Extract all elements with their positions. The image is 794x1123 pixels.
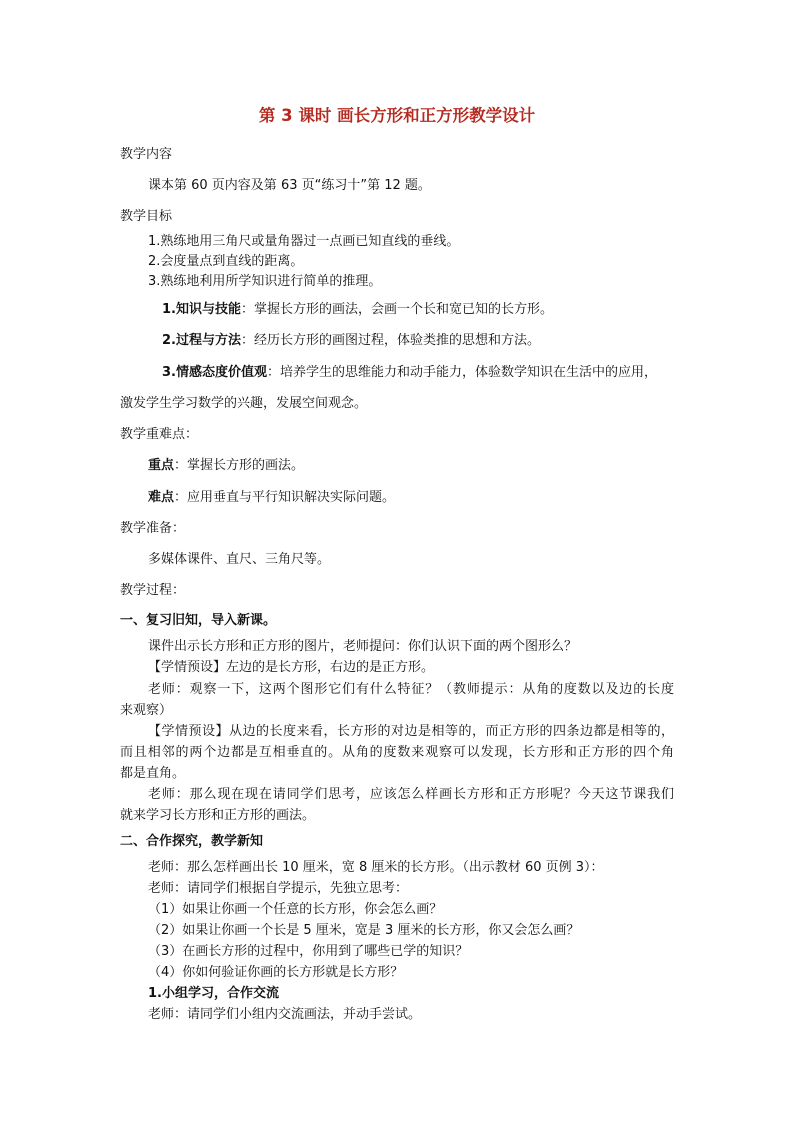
part2-subheading: 1.小组学习，合作交流 xyxy=(148,986,279,1001)
goal-item: 1.熟练地用三角尺或量角器过一点画已知直线的垂线。 xyxy=(148,234,460,249)
part1-line: 【学情预设】从边的长度来看，长方形的对边是相等的，而正方形的四条边都是相等的， xyxy=(148,724,674,739)
part2-line: 老师：请同学们小组内交流画法，并动手尝试。 xyxy=(148,1007,422,1022)
difficulty-label: 难点 xyxy=(148,490,175,505)
content-text: 课本第 60 页内容及第 63 页“练习十”第 12 题。 xyxy=(148,178,431,193)
page-title: 第 3 课时 画长方形和正方形教学设计 xyxy=(258,106,536,125)
part1-line: 老师：那么现在现在请同学们思考，应该怎么样画长方形和正方形呢？今天这节课我们 xyxy=(148,787,674,802)
difficulty-text: ：应用垂直与平行知识解决实际问题。 xyxy=(174,490,396,505)
heading-key: 教学重难点： xyxy=(120,427,199,442)
key-point-label: 重点 xyxy=(148,458,175,473)
goal-item: 2.会度量点到直线的距离。 xyxy=(148,254,304,269)
heading-prep: 教学准备： xyxy=(120,521,186,536)
goal-knowledge xyxy=(162,301,553,319)
heading-goal: 教学目标 xyxy=(120,209,173,224)
part1-line: 就来学习长方形和正方形的画法。 xyxy=(120,808,316,823)
part1-line: 课件出示长方形和正方形的图片，老师提问：你们认识下面的两个图形么？ xyxy=(148,639,578,654)
goal-emotion-text: ：培养学生的思维能力和动手能力，体验数学知识在生活中的应用， xyxy=(266,365,657,380)
heading-process: 教学过程： xyxy=(120,583,186,598)
goal-item: 3.熟练地利用所学知识进行简单的推理。 xyxy=(148,274,382,289)
goal-emotion-cont: 激发学生学习数学的兴趣，发展空间观念。 xyxy=(120,396,368,411)
key-point-text: ：掌握长方形的画法。 xyxy=(174,458,305,473)
part1-line: 老师：观察一下，这两个图形它们有什么特征？（教师提示：从角的度数以及边的长度 xyxy=(148,682,674,697)
part1-heading: 一、复习旧知，导入新课。 xyxy=(120,613,277,628)
goal-process xyxy=(162,332,540,350)
goal-process-text: ：经历长方形的画图过程，体验类推的思想和方法。 xyxy=(240,333,540,348)
key-point xyxy=(148,457,304,475)
part2-line: （1）如果让你画一个任意的长方形，你会怎么画？ xyxy=(148,902,443,917)
heading-content: 教学内容 xyxy=(120,147,173,162)
part1-line: 都是直角。 xyxy=(120,766,186,781)
goal-knowledge-text: ：掌握长方形的画法，会画一个长和宽已知的长方形。 xyxy=(240,302,553,317)
part2-line: 老师：请同学们根据自学提示，先独立思考： xyxy=(148,881,409,896)
part1-line: 来观察） xyxy=(120,703,173,718)
prep-text: 多媒体课件、直尺、三角尺等。 xyxy=(148,552,331,567)
part1-line: 而且相邻的两个边都是互相垂直的。从角的度数来观察可以发现，长方形和正方形的四个角 xyxy=(120,745,674,760)
goal-emotion xyxy=(162,364,657,382)
part2-line: （2）如果让你画一个长是 5 厘米，宽是 3 厘米的长方形，你又会怎么画？ xyxy=(148,923,580,938)
part2-line: （4）你如何验证你画的长方形就是长方形？ xyxy=(148,965,404,980)
goal-knowledge-label: 1.知识与技能 xyxy=(162,302,241,317)
part2-line: 老师：那么怎样画出长 10 厘米，宽 8 厘米的长方形。（出示教材 60 页例 3）： xyxy=(148,860,604,875)
goal-process-label: 2.过程与方法 xyxy=(162,333,241,348)
part1-line: 【学情预设】左边的是长方形，右边的是正方形。 xyxy=(148,660,435,675)
goal-emotion-label: 3.情感态度价值观 xyxy=(162,365,267,380)
part2-heading: 二、合作探究，教学新知 xyxy=(120,834,264,849)
part2-line: （3）在画长方形的过程中，你用到了哪些已学的知识？ xyxy=(148,944,469,959)
difficulty xyxy=(148,489,395,507)
